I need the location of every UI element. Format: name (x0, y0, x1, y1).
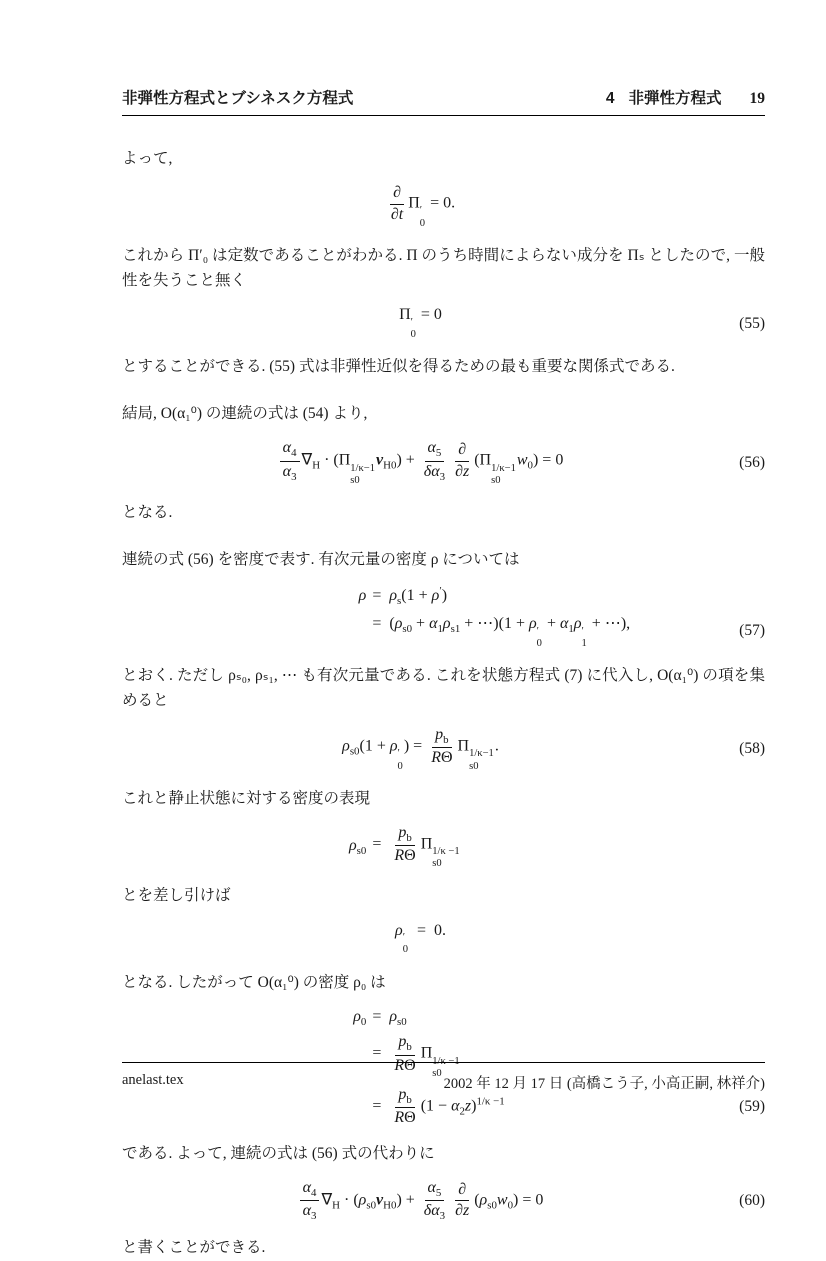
page-number: 19 (749, 90, 765, 107)
equation-56: $\frac{\alpha_4}{\alpha_3}$ $\nabla_H \cdot (\Pi$ 1/κ−1 s0 $v_{H0}$) + $\frac{\alpha_5}{\delta\alpha_3}$ ∂ ∂z (Π 1/κ−1 s0 $w_0) = 0$ (56) (122, 436, 765, 490)
paragraph-koreto: これと静止状態に対する密度の表現 (122, 789, 371, 807)
paragraph-tonaru-1: となる. (122, 503, 173, 521)
equation-rho0-prime: ρ ′ 0 = 0. (395, 921, 446, 956)
equation-59: $\rho_0$ = $\rho_{s0}$ = $\frac{p_b}{R\Theta}$ Π 1/κ −1 s0 = $\frac{p_b}{R\Theta}$ $(1 - \alpha_2z)^{1/\kappa -1}$ (59) (353, 1007, 765, 1127)
equation-55: Π ′ 0 = 0 (55) (399, 305, 765, 340)
footer-filename: anelast.tex (122, 1072, 184, 1088)
footer-date-authors: 2002 年 12 月 17 日 (高橋こう子, 小高正嗣, 林祥介) (443, 1076, 765, 1092)
equation-58: $\rho_{s0}(1 + \rho$ ′ 0 ) = $\frac{p_b}{R\Theta}$ Π 1/κ−1 s0 . (58) (342, 726, 765, 772)
paragraph-tooku: とおく. ただし ρₛ₀, ρₛ₁, ⋯ も有次元量である. これを状態方程式 (7) に代入し, O(α₁⁰) の項を集めると (122, 666, 765, 709)
paragraph-sashihiki: とを差し引けば (122, 887, 231, 905)
equation-57: ρ = $\rho_s(1 + \rho')$ = ($\rho_{s0} + \alpha_1\rho_{s1}$ + ⋯)(1 + ρ ′ 0 + $\alpha_1\rho$ ′ 1 + ⋯), (57) (358, 585, 765, 649)
paragraph-dearu: である. よって, 連続の式は (56) 式の代わりに (122, 1144, 435, 1162)
paragraph-korekara: これから Π′₀ は定数であることがわかる. Π のうち時間によらない成分を Πₛ としたので, 一般性を失うこと無く (122, 246, 765, 289)
page-header (122, 86, 765, 116)
paragraph-kaku: と書くことができる. (122, 1239, 266, 1257)
paragraph-yotte: よって, (122, 150, 173, 167)
equation-60: $\frac{\alpha_4}{\alpha_3}$ $\nabla_H \cdot (\rho_{s0}v_{H0})$ + $\frac{\alpha_5}{\delta\alpha_3}$ ∂ ∂z $(\rho_{s0}w_0) = 0$ (60) (122, 1176, 765, 1226)
equation-dpdt: ∂ ∂t Π ′ 0 = 0. (390, 184, 456, 229)
equation-rhos0: $\rho_{s0}$ = $\frac{p_b}{R\Theta}$ Π 1/κ −1 s0 (348, 823, 460, 870)
paragraph-kekkyoku: 結局, O(α₁⁰) の連続の式は (54) より, (122, 405, 368, 423)
paragraph-renzoku: 連続の式 (56) を密度で表す. 有次元量の密度 ρ については (122, 550, 520, 568)
page-footer (122, 1062, 765, 1093)
section-title: 非弾性方程式 (628, 90, 722, 107)
header-section (606, 86, 765, 108)
running-title: 非弾性方程式とブシネスク方程式 (122, 90, 354, 107)
paragraph-tosuru: とすることができる. (55) 式は非弾性近似を得るための最も重要な関係式である. (122, 358, 675, 376)
section-number: 4 (605, 90, 615, 107)
paragraph-tonaru-2: となる. したがって O(α₁⁰) の密度 ρ₀ は (122, 973, 386, 991)
